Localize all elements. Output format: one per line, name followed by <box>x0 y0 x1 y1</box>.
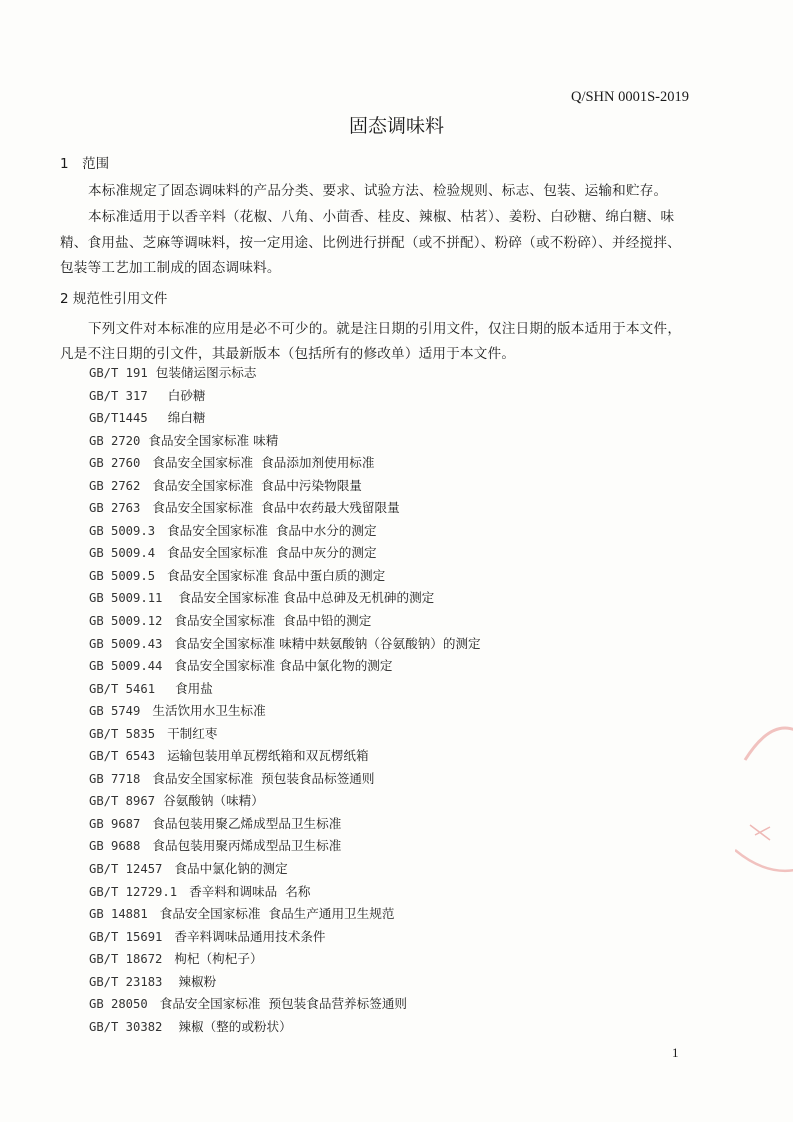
reference-item <box>89 475 481 498</box>
reference-item <box>89 497 481 520</box>
reference-title: 食品安全国家标准 食品中氯化物的测定 <box>170 658 393 674</box>
reference-title: 食品安全国家标准 预包装食品营养标签通则 <box>155 996 408 1012</box>
reference-item <box>89 430 481 453</box>
reference-title: 食用盐 <box>163 680 213 696</box>
reference-item <box>89 362 481 385</box>
reference-title: 辣椒粉 <box>170 973 217 989</box>
reference-title: 食品安全国家标准 食品中总砷及无机砷的测定 <box>170 590 435 606</box>
reference-title: 食品安全国家标准 味精 <box>148 432 279 448</box>
reference-code: GB 2760 <box>89 456 141 471</box>
paragraph-line: 凡是不注日期的引文件，其最新版本（包括所有的修改单）适用于本文件。 <box>60 346 516 362</box>
reference-code: GB/T1445 <box>89 411 148 426</box>
document-number: Q/SHN 0001S-2019 <box>570 89 689 105</box>
reference-item <box>89 745 481 768</box>
reference-code: GB/T 30382 <box>89 1019 163 1034</box>
reference-item <box>89 813 481 836</box>
reference-title: 食品安全国家标准 食品添加剂使用标准 <box>148 455 375 471</box>
reference-title: 食品安全国家标准 食品中农药最大残留限量 <box>148 500 400 516</box>
reference-title: 辣椒（整的或粉状） <box>170 1018 292 1034</box>
reference-title: 食品中氯化钠的测定 <box>170 861 288 877</box>
page-title: 固态调味料 <box>348 115 444 137</box>
reference-item <box>89 993 481 1016</box>
reference-code: GB/T 12729.1 <box>89 884 178 899</box>
reference-title: 食品安全国家标准 食品中蛋白质的测定 <box>163 567 386 583</box>
reference-item <box>89 858 481 881</box>
reference-code: GB 5009.4 <box>89 546 156 561</box>
reference-title: 食品包装用聚丙烯成型品卫生标准 <box>148 838 342 854</box>
reference-item <box>89 790 481 813</box>
reference-item <box>89 971 481 994</box>
reference-title: 谷氨酸钠（味精） <box>163 793 264 809</box>
reference-code: GB/T 12457 <box>89 862 163 877</box>
reference-item <box>89 700 481 723</box>
reference-code: GB 2762 <box>89 478 141 493</box>
paragraph-line: 本标准适用于以香辛料（花椒、八角、小茴香、桂皮、辣椒、枯茗）、姜粉、白砂糖、绵白糖、味 <box>88 209 675 225</box>
paragraph-line: 本标准规定了固态调味料的产品分类、要求、试验方法、检验规则、标志、包装、运输和贮存。 <box>88 183 668 199</box>
reference-item <box>89 948 481 971</box>
section-2-heading: 2 规范性引用文件 <box>60 291 168 307</box>
reference-title: 包装储运图示标志 <box>155 365 257 380</box>
reference-code: GB 5009.43 <box>89 636 163 651</box>
seal-mark <box>750 825 770 840</box>
reference-title: 枸杞（枸杞子） <box>170 951 263 967</box>
reference-title: 食品安全国家标准 味精中麸氨酸钠（谷氨酸钠）的测定 <box>170 635 481 651</box>
reference-title: 白砂糖 <box>155 387 206 403</box>
reference-item <box>89 655 481 678</box>
reference-item <box>89 587 481 610</box>
reference-code: GB 5749 <box>89 704 141 719</box>
reference-item <box>89 768 481 791</box>
reference-code: GB/T 15691 <box>89 929 163 944</box>
reference-title: 食品安全国家标准 食品中水分的测定 <box>163 522 377 538</box>
reference-item <box>89 881 481 904</box>
reference-item <box>89 520 481 543</box>
reference-title: 食品包装用聚乙烯成型品卫生标准 <box>148 815 342 831</box>
reference-item <box>89 565 481 588</box>
reference-code: GB 2763 <box>89 501 141 516</box>
reference-item <box>89 542 481 565</box>
reference-title: 香辛料和调味品 名称 <box>185 883 311 899</box>
reference-item <box>89 835 481 858</box>
normative-references-list <box>89 362 481 1038</box>
reference-title: 食品安全国家标准 食品中灰分的测定 <box>163 545 377 561</box>
paragraph-line: 精、食用盐、芝麻等调味料，按一定用途、比例进行拼配（或不拼配）、粉碎（或不粉碎）、并经搅拌、 <box>60 235 681 251</box>
reference-code: GB/T 18672 <box>89 952 163 967</box>
red-seal-stamp <box>735 700 793 880</box>
reference-item <box>89 926 481 949</box>
reference-item <box>89 723 481 746</box>
reference-title: 绵白糖 <box>155 410 206 426</box>
reference-title: 干制红枣 <box>163 725 218 741</box>
reference-item <box>89 1016 481 1039</box>
reference-code: GB/T 5461 <box>89 681 156 696</box>
paragraph-line: 下列文件对本标准的应用是必不可少的。就是注日期的引用文件，仅注日期的版本适用于本文件， <box>88 321 682 337</box>
reference-title: 食品安全国家标准 食品中铅的测定 <box>170 613 372 629</box>
reference-title: 食品安全国家标准 食品中污染物限量 <box>148 477 362 493</box>
reference-title: 食品安全国家标准 食品生产通用卫生规范 <box>155 906 395 922</box>
reference-title: 香辛料调味品通用技术条件 <box>170 928 326 944</box>
reference-code: GB 2720 <box>89 433 141 448</box>
reference-code: GB/T 6543 <box>89 749 156 764</box>
reference-code: GB/T 8967 <box>89 794 156 809</box>
section-1-heading: 1 范围 <box>60 156 110 172</box>
reference-item <box>89 610 481 633</box>
reference-code: GB 5009.11 <box>89 591 163 606</box>
reference-code: GB 5009.3 <box>89 523 156 538</box>
reference-code: GB 5009.44 <box>89 659 163 674</box>
reference-item <box>89 407 481 430</box>
seal-arc-bottom <box>735 850 793 871</box>
reference-code: GB 9688 <box>89 839 141 854</box>
reference-code: GB 5009.5 <box>89 568 156 583</box>
reference-item <box>89 903 481 926</box>
reference-code: GB/T 23183 <box>89 974 163 989</box>
reference-code: GB 28050 <box>89 997 148 1012</box>
reference-code: GB 7718 <box>89 771 141 786</box>
reference-title: 食品安全国家标准 预包装食品标签通则 <box>148 770 375 786</box>
reference-code: GB 9687 <box>89 816 141 831</box>
paragraph-line: 包装等工艺加工制成的固态调味料。 <box>60 260 281 276</box>
reference-code: GB/T 191 <box>89 366 148 380</box>
reference-item <box>89 452 481 475</box>
reference-code: GB 14881 <box>89 907 148 922</box>
reference-title: 生活饮用水卫生标准 <box>148 703 266 719</box>
seal-arc-top <box>745 728 793 760</box>
reference-item <box>89 633 481 656</box>
page-number: 1 <box>672 1045 679 1060</box>
reference-item <box>89 385 481 408</box>
reference-code: GB 5009.12 <box>89 614 163 629</box>
reference-item <box>89 678 481 701</box>
reference-title: 运输包装用单瓦楞纸箱和双瓦楞纸箱 <box>163 748 369 764</box>
reference-code: GB/T 5835 <box>89 726 156 741</box>
reference-code: GB/T 317 <box>89 388 148 403</box>
